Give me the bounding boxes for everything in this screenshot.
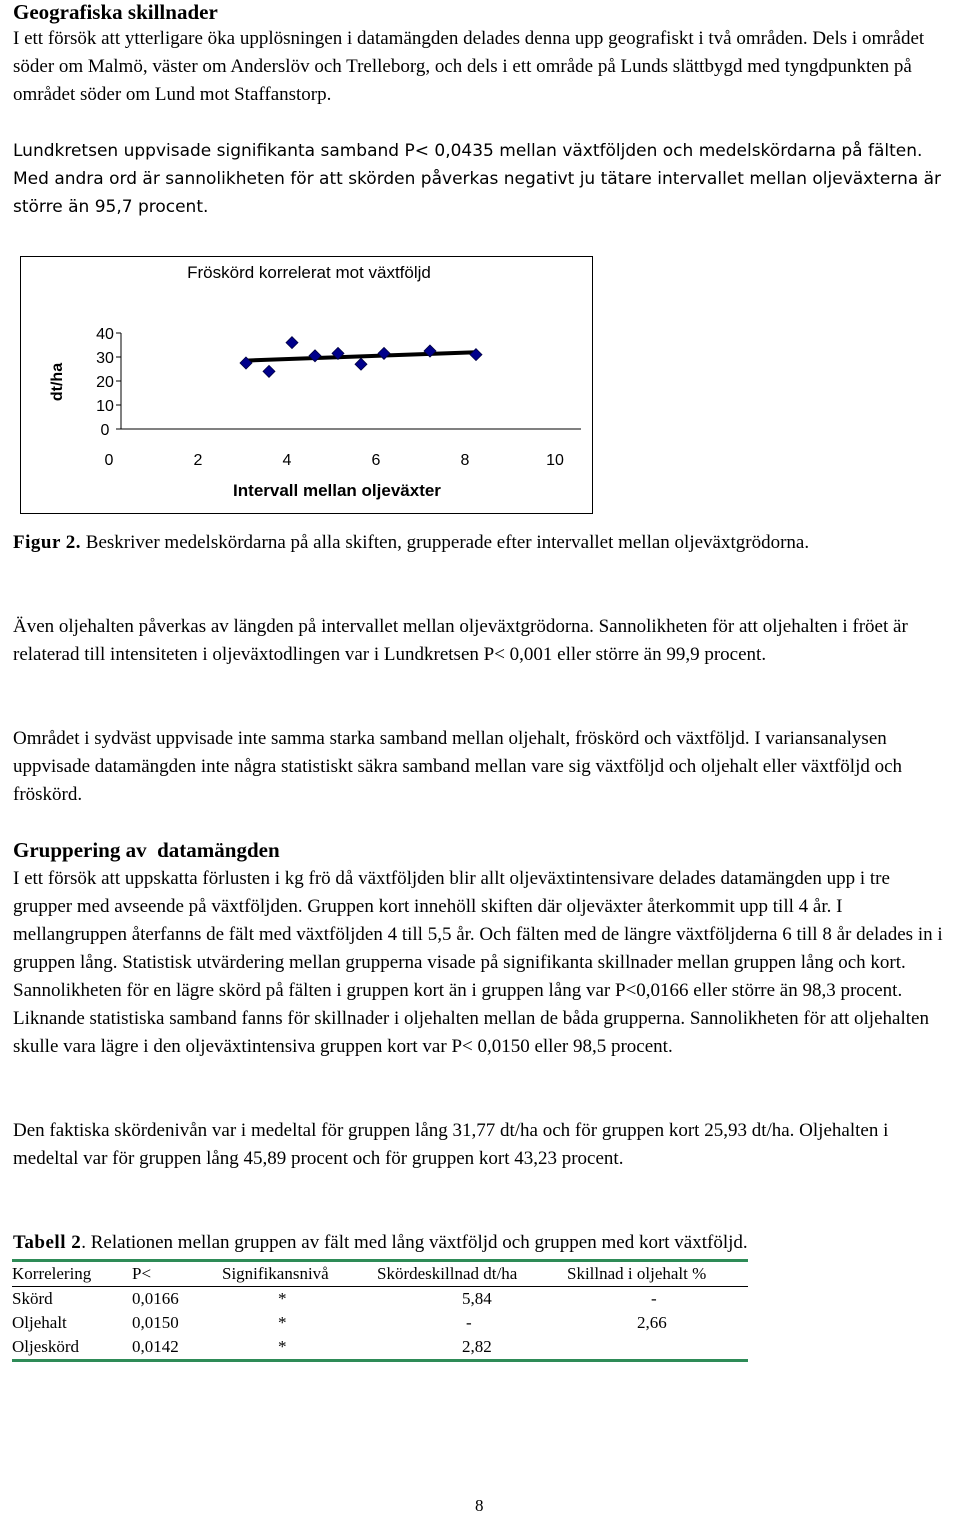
chart-x-tick-label: 0: [104, 452, 114, 469]
table-cell: 0,0166: [132, 1289, 179, 1308]
table-header-row: [12, 1261, 748, 1287]
paragraph-lundkretsen: Lundkretsen uppvisade signifikanta samband P< 0,0435 mellan växtföljden och medelskördarna på fälten. Med andra ord är sannolikheten för att skörden påverkas negativt ju tätare intervallet mellan oljeväxterna är större än 95,7 procent.: [13, 141, 942, 217]
chart-xlabel: Intervall mellan oljeväxter: [233, 481, 441, 500]
scatter-chart: [20, 256, 593, 514]
table-label: Tabell 2: [13, 1232, 82, 1253]
figure-caption: [13, 529, 943, 557]
table-cell: [567, 1335, 748, 1361]
table-cell: 2,82: [377, 1335, 567, 1361]
section-heading-geografiska: Geografiska skillnader: [13, 0, 218, 24]
paragraph-geografiska-intro: I ett försök att ytterligare öka upplösningen i datamängden delades denna upp geografiskt i två områden. Dels i området söder om Malmö, väster om Anderslöv och Trelleborg, och dels i ett område på Lunds slättbygd med tyngdpunkten på området söder om Lund mot Staffanstorp.: [13, 28, 925, 105]
table-cell: -: [651, 1289, 657, 1308]
chart-y-tick-label: 10: [96, 398, 114, 415]
chart-y-tick-label: 40: [96, 326, 114, 343]
chart-x-tick-label: 8: [460, 452, 470, 469]
chart-x-tick-label: 6: [371, 452, 381, 469]
paragraph-sydvast: Området i sydväst uppvisade inte samma starka samband mellan oljehalt, fröskörd och växtföljd. I variansanalysen uppvisade datamängden inte några statistiskt säkra samband mellan vare sig växtföljd och oljehalt eller växtföljd och fröskörd.: [13, 728, 903, 805]
table-header-cell: Signifikansnivå: [222, 1261, 377, 1287]
section-heading-gruppering: Gruppering av datamängden: [13, 838, 280, 862]
table-row: [12, 1287, 748, 1312]
table-cell: *: [278, 1313, 287, 1332]
chart-x-ticks: [105, 452, 564, 469]
chart-x-tick-label: 4: [282, 452, 292, 469]
figure-caption-text: Beskriver medelskördarna på alla skiften, grupperade efter intervallet mellan oljeväxtgrödorna.: [81, 532, 810, 553]
chart-axes: [121, 333, 581, 429]
chart-y-tick-label: 0: [100, 422, 110, 439]
table-cell: *: [278, 1289, 287, 1308]
chart-y-tick-label: 20: [96, 374, 114, 391]
chart-y-ticks: [96, 326, 121, 439]
chart-ylabel: dt/ha: [49, 362, 66, 402]
table-cell: Oljehalt: [12, 1313, 67, 1332]
table-header-cell: Skillnad i oljehalt %: [567, 1261, 748, 1287]
paragraph-skordeniva: Den faktiska skördenivån var i medeltal för gruppen lång 31,77 dt/ha och för gruppen kort 25,93 dt/ha. Oljehalten i medeltal var för gruppen lång 45,89 procent och för gruppen kort 43,23 procent.: [13, 1120, 889, 1169]
table-caption: [13, 1229, 958, 1257]
chart-x-tick-label: 10: [546, 452, 564, 469]
table-caption-text: . Relationen mellan gruppen av fält med lång växtföljd och gruppen med kort växtföljd.: [81, 1232, 748, 1253]
table-row: [12, 1311, 748, 1335]
table-cell: 2,66: [637, 1313, 667, 1332]
table-cell: Oljeskörd: [12, 1335, 132, 1361]
table-header-cell: Korrelering: [12, 1261, 132, 1287]
chart-title: Fröskörd korrelerat mot växtföljd: [187, 263, 431, 282]
chart-canvas: [21, 257, 594, 515]
chart-x-tick-label: 2: [193, 452, 203, 469]
table-row: [12, 1335, 748, 1361]
table-cell: 0,0142: [132, 1335, 222, 1361]
table-cell: -: [466, 1313, 472, 1332]
table-header-cell: Skördeskillnad dt/ha: [377, 1261, 567, 1287]
table-cell: 5,84: [462, 1289, 492, 1308]
table-cell: 0,0150: [132, 1313, 179, 1332]
table-cell: *: [222, 1335, 377, 1361]
table-cell: Skörd: [12, 1289, 53, 1308]
chart-y-tick-label: 30: [96, 350, 114, 367]
chart-point: [286, 337, 298, 349]
figure-label: Figur 2.: [13, 532, 82, 553]
paragraph-gruppering: I ett försök att uppskatta förlusten i kg frö då växtföljden blir allt oljeväxtintensivare delades datamängden upp i tre grupper med avseende på växtföljden. Gruppen kort innehöll skiften där oljeväxter återkommit upp till 4 år. I mellangruppen återfanns de fält med växtföljden 4 till 5,5 år. Och fälten med de längre växtföljderna 6 till 8 år delades in i gruppen lång. Statistisk utvärdering mellan grupperna visade på signifikanta skillnader mellan gruppen lång och kort. Sannolikheten för en lägre skörd på fälten i gruppen kort än i gruppen lång var P<0,0166 eller större än 98,3 procent. Liknande statistiska samband fanns för skillnader i oljehalten mellan de båda grupperna. Sannolikheten för att oljehalten skulle vara lägre i den oljeväxtintensiva gruppen kort var P< 0,0150 eller 98,5 procent.: [13, 868, 943, 1057]
page-number: 8: [475, 1496, 484, 1515]
table-header-cell: P<: [132, 1261, 222, 1287]
results-table: [12, 1259, 748, 1362]
paragraph-oljehalt: Även oljehalten påverkas av längden på intervallet mellan oljeväxtgrödorna. Sannolikheten för att oljehalten i fröet är relaterad till intensiteten i oljeväxtodlingen var i Lundkretsen P< 0,001 eller större än 99,9 procent.: [13, 616, 908, 665]
chart-point: [263, 365, 275, 377]
chart-point: [355, 358, 367, 370]
